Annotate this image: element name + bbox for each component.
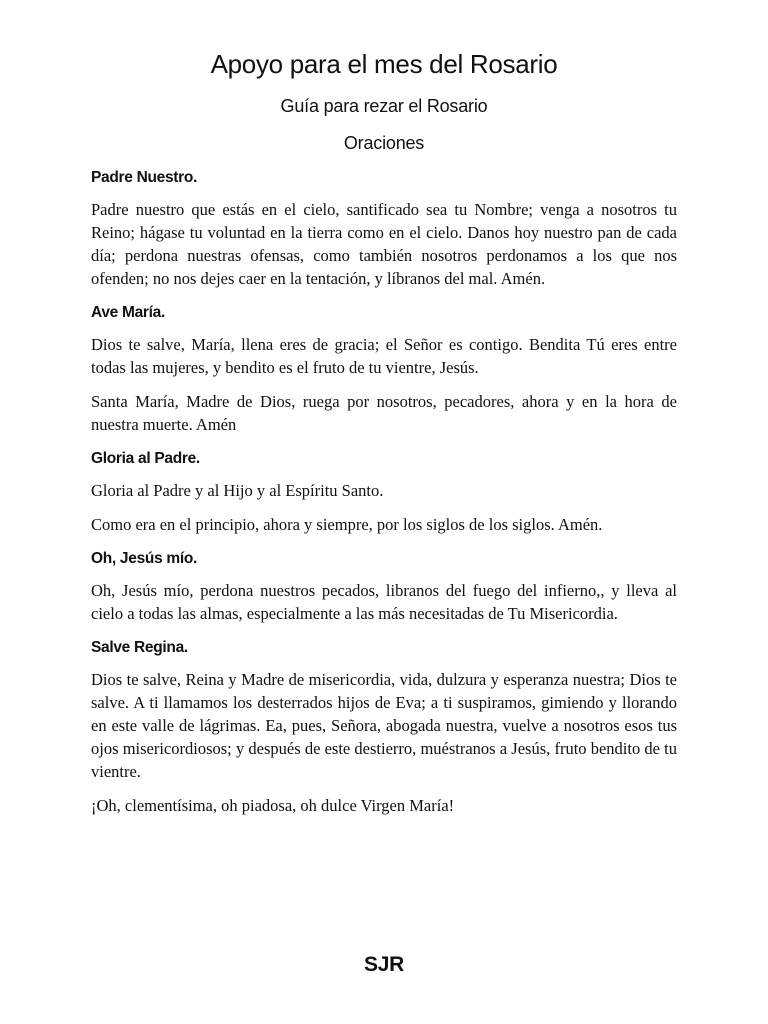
prayer-paragraph: Santa María, Madre de Dios, ruega por nosotros, pecadores, ahora y en la hora de nuestra muerte. Amén	[91, 392, 677, 434]
prayer-paragraph: Dios te salve, Reina y Madre de misericordia, vida, dulzura y esperanza nuestra; Dios te salve. A ti llamamos los desterrados hijos de Eva; a ti suspiramos, gimiendo y llorando en este valle de lágrimas. Ea, pues, Señora, abogada nuestra, vuelve a nosotros esos tus ojos misericordiosos; y después de este destierro, muéstranos a Jesús, fruto bendito de tu vientre.	[91, 670, 677, 781]
prayer-heading: Padre Nuestro.	[91, 169, 198, 186]
page-title: Apoyo para el mes del Rosario	[210, 49, 558, 79]
prayer-heading: Ave María.	[91, 304, 165, 321]
signature-initials: SJR	[364, 953, 404, 976]
prayer-paragraph: Oh, Jesús mío, perdona nuestros pecados, libranos del fuego del infierno,, y lleva al cielo a todas las almas, especialmente a las más necesitadas de Tu Misericordia.	[91, 581, 677, 623]
prayer-salve-regina	[91, 636, 677, 817]
prayer-heading: Salve Regina.	[91, 639, 188, 656]
section-heading: Oraciones	[343, 133, 425, 153]
prayer-paragraph: Dios te salve, María, llena eres de gracia; el Señor es contigo. Bendita Tú eres entre todas las mujeres, y bendito es el fruto de tu vientre, Jesús.	[91, 335, 677, 377]
page-subtitle: Guía para rezar el Rosario	[280, 96, 488, 116]
prayer-oh-jesus-mio	[91, 547, 677, 625]
prayer-heading: Gloria al Padre.	[91, 450, 200, 467]
prayer-gloria	[91, 447, 677, 536]
prayer-paragraph: Padre nuestro que estás en el cielo, santificado sea tu Nombre; venga a nosotros tu Reino; hágase tu voluntad en la tierra como en el cielo. Danos hoy nuestro pan de cada día; perdona nuestras ofensas, como también nosotros perdonamos a los que nos ofenden; no nos dejes caer en la tentación, y líbranos del mal. Amén.	[91, 200, 677, 288]
prayer-paragraph: Gloria al Padre y al Hijo y al Espíritu Santo.	[91, 481, 384, 500]
prayer-heading: Oh, Jesús mío.	[91, 550, 198, 567]
prayer-paragraph: ¡Oh, clementísima, oh piadosa, oh dulce Virgen María!	[91, 796, 455, 815]
prayer-padre-nuestro	[91, 166, 677, 290]
prayers-list	[91, 166, 677, 828]
prayer-ave-maria	[91, 301, 677, 436]
prayer-paragraph: Como era en el principio, ahora y siempre, por los siglos de los siglos. Amén.	[91, 515, 603, 534]
